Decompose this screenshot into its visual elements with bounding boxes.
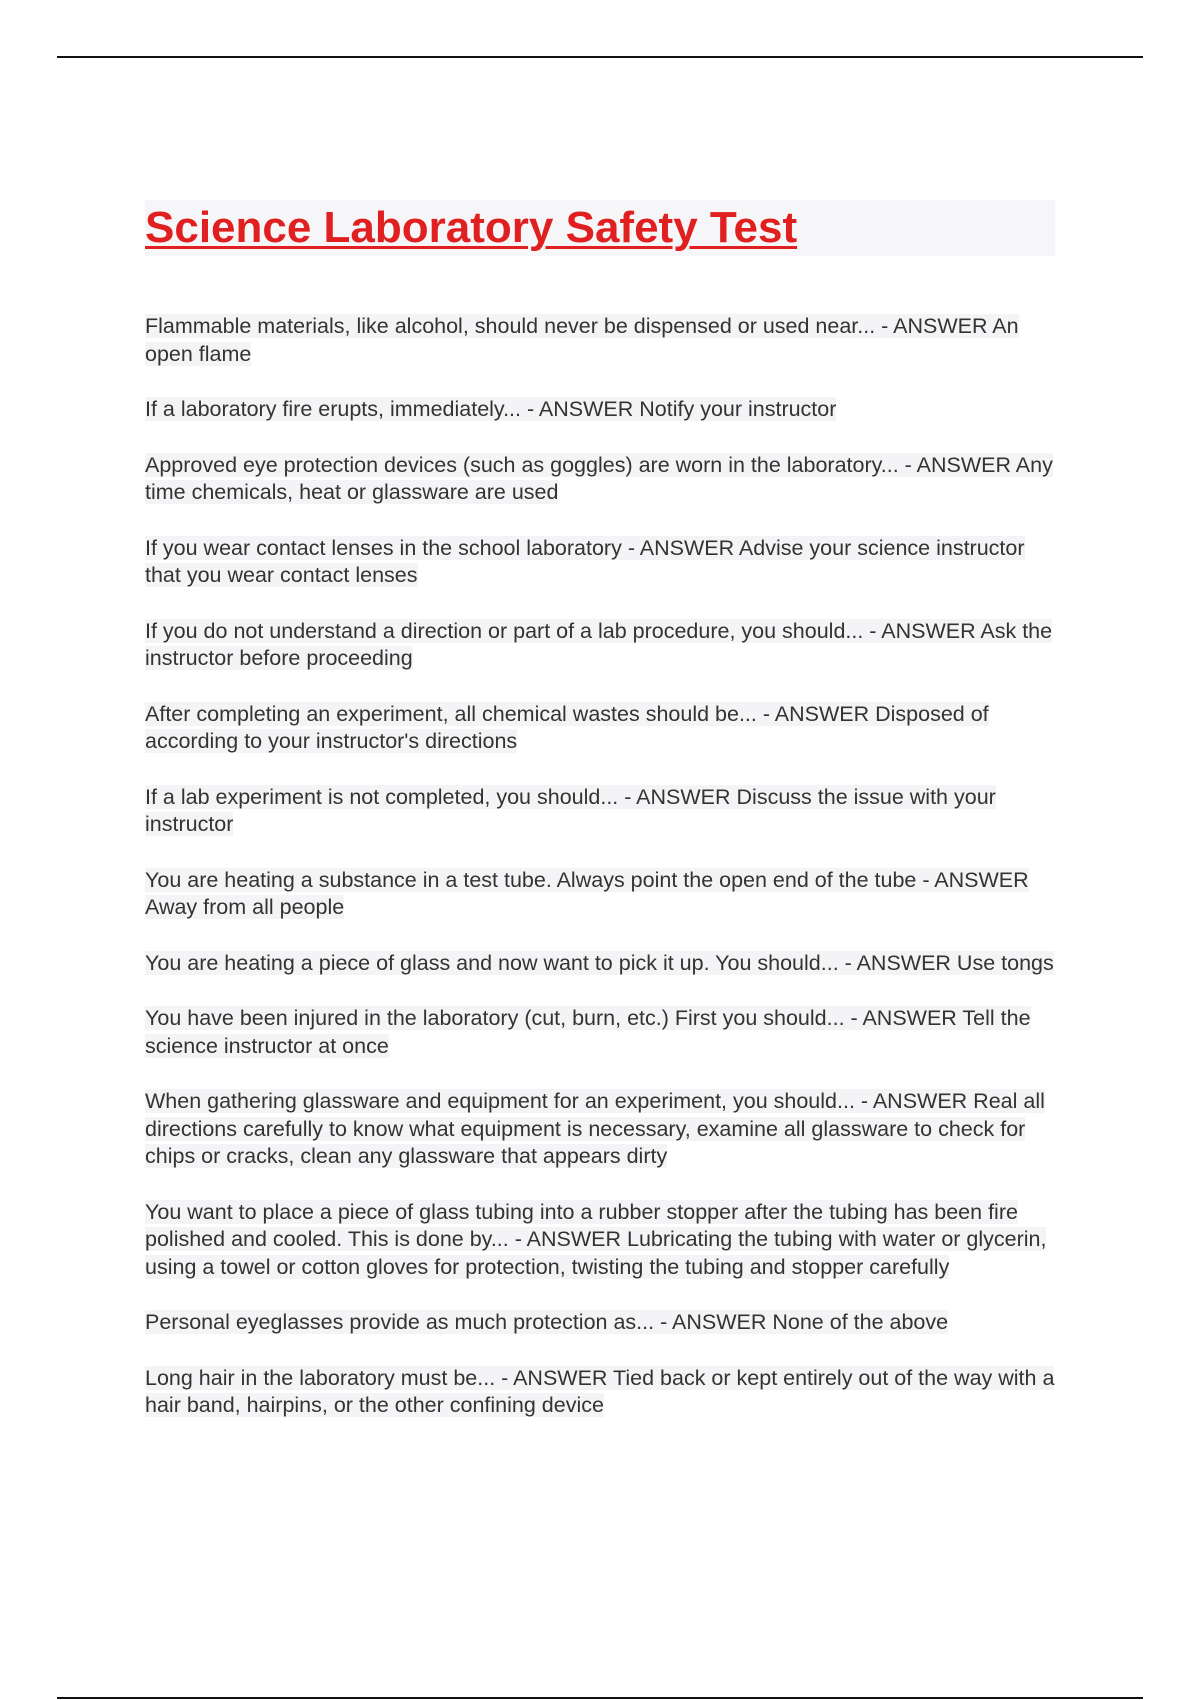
qa-item — [145, 313, 1055, 368]
qa-item — [145, 535, 1055, 590]
qa-text: If a laboratory fire erupts, immediately... - ANSWER Notify your instructor — [145, 397, 837, 421]
qa-item — [145, 1365, 1055, 1420]
qa-text: Approved eye protection devices (such as goggles) are worn in the laboratory... - ANSWER Any time chemicals, heat or glassware are used — [145, 452, 1053, 504]
qa-item — [145, 618, 1055, 673]
qa-item — [145, 950, 1055, 978]
document-title: Science Laboratory Safety Test — [145, 203, 798, 252]
qa-item — [145, 1199, 1055, 1282]
qa-text: Personal eyeglasses provide as much protection as... - ANSWER None of the above — [145, 1310, 949, 1334]
qa-text: If a lab experiment is not completed, you should... - ANSWER Discuss the issue with your instructor — [145, 784, 996, 836]
qa-text: You want to place a piece of glass tubing into a rubber stopper after the tubing has been fire polished and cooled. This is done by... - ANSWER Lubricating the tubing with water or glycerin, using a towel or cotton gloves for protection, twisting the tubing and stopper carefully — [145, 1199, 1047, 1279]
qa-text: If you wear contact lenses in the school laboratory - ANSWER Advise your science instructor that you wear contact lenses — [145, 535, 1025, 587]
qa-item — [145, 1005, 1055, 1060]
qa-item — [145, 1309, 1055, 1337]
qa-text: You have been injured in the laboratory (cut, burn, etc.) First you should... - ANSWER Tell the science instructor at once — [145, 1006, 1031, 1058]
qa-text: When gathering glassware and equipment for an experiment, you should... - ANSWER Real all directions carefully to know what equipment is necessary, examine all glassware to check for chips or cracks, clean any glassware that appears dirty — [145, 1089, 1045, 1168]
qa-item — [145, 701, 1055, 756]
qa-text: Flammable materials, like alcohol, should never be dispensed or used near... - ANSWER An open flame — [145, 314, 1019, 366]
top-divider — [57, 56, 1143, 58]
qa-text: If you do not understand a direction or part of a lab procedure, you should... - ANSWER Ask the instructor before proceeding — [145, 618, 1053, 670]
qa-list — [145, 313, 1055, 1420]
qa-item — [145, 396, 1055, 424]
bottom-divider — [57, 1697, 1143, 1699]
qa-text: You are heating a piece of glass and now want to pick it up. You should... - ANSWER Use tongs — [145, 950, 1054, 975]
qa-item — [145, 784, 1055, 839]
qa-item — [145, 867, 1055, 922]
qa-item — [145, 452, 1055, 507]
title-band — [145, 200, 1055, 256]
qa-text: You are heating a substance in a test tube. Always point the open end of the tube - ANSWER Away from all people — [145, 867, 1029, 919]
qa-item — [145, 1088, 1055, 1171]
qa-text: Long hair in the laboratory must be... - ANSWER Tied back or kept entirely out of the way with a hair band, hairpins, or the other confining device — [145, 1365, 1055, 1417]
qa-text: After completing an experiment, all chemical wastes should be... - ANSWER Disposed of according to your instructor's directions — [145, 701, 989, 753]
document-body — [145, 200, 1055, 1448]
